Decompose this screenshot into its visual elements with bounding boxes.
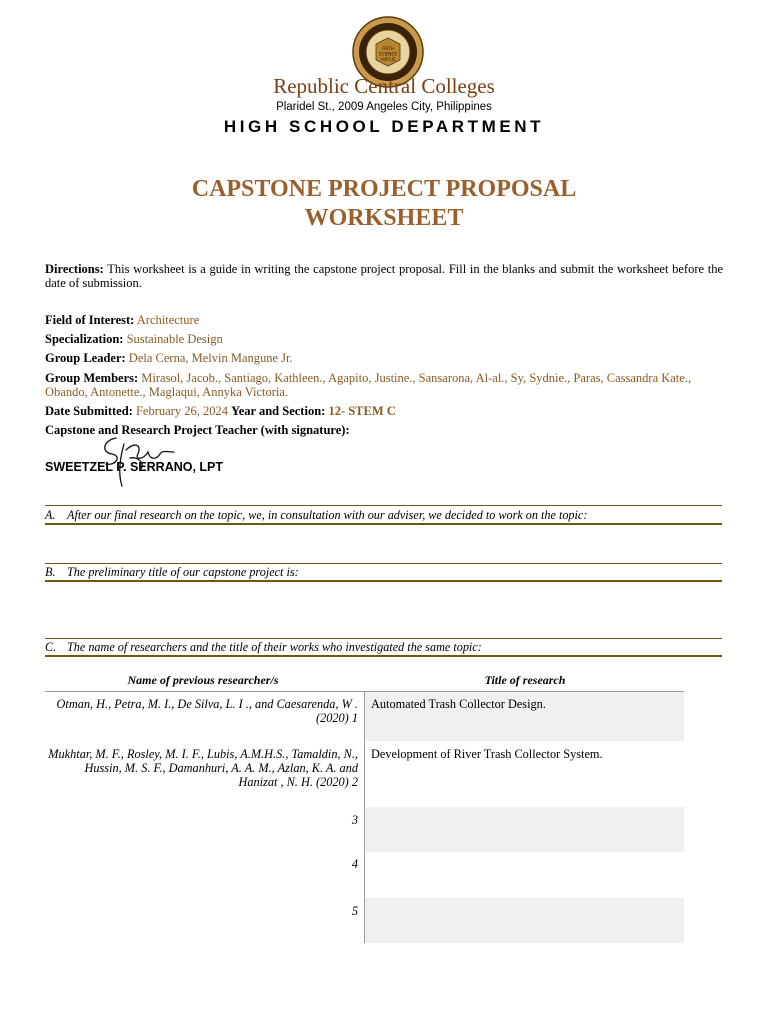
- section-a-question: [45, 508, 722, 523]
- section-a-letter: A.: [45, 508, 56, 522]
- specialization-value: Sustainable Design: [126, 332, 223, 346]
- document-title-line-2: WORKSHEET: [304, 205, 464, 231]
- table-row-2-title: Development of River Trash Collector System.: [371, 747, 603, 761]
- field-of-interest-value: Architecture: [136, 313, 200, 327]
- teacher-name: SWEETZEL P. SERRANO, LPT: [45, 460, 224, 474]
- group-members-value: Mirasol, Jacob., Santiago, Kathleen., Agapito, Justine., Sansarona, Al-al., Sy, Sydnie., Paras, Cassandra Kate., Obando, Antonette., Maglaqui, Annyka Victoria.: [45, 371, 692, 399]
- table-row-1-title: Automated Trash Collector Design.: [371, 697, 546, 711]
- table-row-1-researcher: Otman, H., Petra, M. I., De Silva, L. I ., and Caesarenda, W . (2020) 1: [56, 697, 358, 725]
- section-c-letter: C.: [45, 640, 57, 654]
- section-a-text: After our final research on the topic, we, in consultation with our adviser, we decided to work on the topic:: [67, 508, 588, 522]
- field-of-interest: [45, 313, 725, 327]
- section-b-text: The preliminary title of our capstone project is:: [67, 565, 299, 579]
- year-section-value: 12- STEM C: [328, 404, 396, 418]
- section-c-bottom-rule: [45, 655, 722, 657]
- date-and-section: [45, 404, 725, 418]
- seal-word-3: VIRTUE: [380, 57, 396, 62]
- section-b-bottom-rule: [45, 580, 722, 582]
- section-b-question: [45, 565, 722, 580]
- section-b-top-rule: [45, 563, 722, 564]
- group-members-label: Group Members:: [45, 371, 139, 385]
- document-title-line-1: CAPSTONE PROJECT PROPOSAL: [191, 176, 577, 202]
- table-row-3-shading: [365, 807, 684, 852]
- date-submitted-value: February 26, 2024: [135, 404, 228, 418]
- department-name: HIGH SCHOOL DEPARTMENT: [223, 117, 545, 136]
- section-c-text: The name of researchers and the title of their works who investigated the same topic:: [67, 640, 482, 654]
- section-a-bottom-rule: [45, 523, 722, 525]
- table-header-title: Title of research: [484, 673, 566, 687]
- group-leader-value: Dela Cerna, Melvin Mangune Jr.: [128, 351, 293, 365]
- teacher-signature: [86, 430, 178, 490]
- directions-text: This worksheet is a guide in writing the capstone project proposal. Fill in the blanks and submit the worksheet before the date of submission.: [45, 262, 723, 290]
- table-row-2-researcher: Mukhtar, M. F., Rosley, M. I. F., Lubis, A.M.H.S., Tamaldin, N., Hussin, M. S. F., Damanhuri, A. A. M., Azlan, K. A. and Hanizat , N. H. (2020) 2: [48, 747, 358, 789]
- date-submitted-label: Date Submitted:: [45, 404, 133, 418]
- specialization: [45, 332, 725, 346]
- field-of-interest-label: Field of Interest:: [45, 313, 135, 327]
- section-c-top-rule: [45, 638, 722, 639]
- group-leader: [45, 351, 725, 365]
- directions: [45, 262, 723, 290]
- table-row-5-number: 5: [351, 904, 358, 918]
- specialization-label: Specialization:: [45, 332, 124, 346]
- section-c-question: [45, 640, 722, 655]
- group-leader-label: Group Leader:: [45, 351, 126, 365]
- section-a-top-rule: [45, 505, 722, 506]
- school-name: Republic Central Colleges: [273, 74, 495, 98]
- year-section-label: Year and Section:: [231, 404, 326, 418]
- table-row-4-number: 4: [351, 857, 358, 871]
- group-members: [45, 371, 725, 399]
- section-b-letter: B.: [45, 565, 56, 579]
- school-address: Plaridel St., 2009 Angeles City, Philippines: [276, 101, 492, 113]
- document-title: [0, 175, 768, 233]
- table-header-researchers: Name of previous researcher/s: [127, 673, 279, 687]
- directions-label: Directions:: [45, 262, 104, 276]
- seal-word-2: SCIENCE: [378, 51, 398, 57]
- table-row-3-number: 3: [351, 813, 358, 827]
- table-row-5-shading: [365, 898, 684, 943]
- teacher-label-text: Capstone and Research Project Teacher (with signature):: [45, 423, 350, 437]
- seal-word-1: FAITH: [382, 46, 394, 51]
